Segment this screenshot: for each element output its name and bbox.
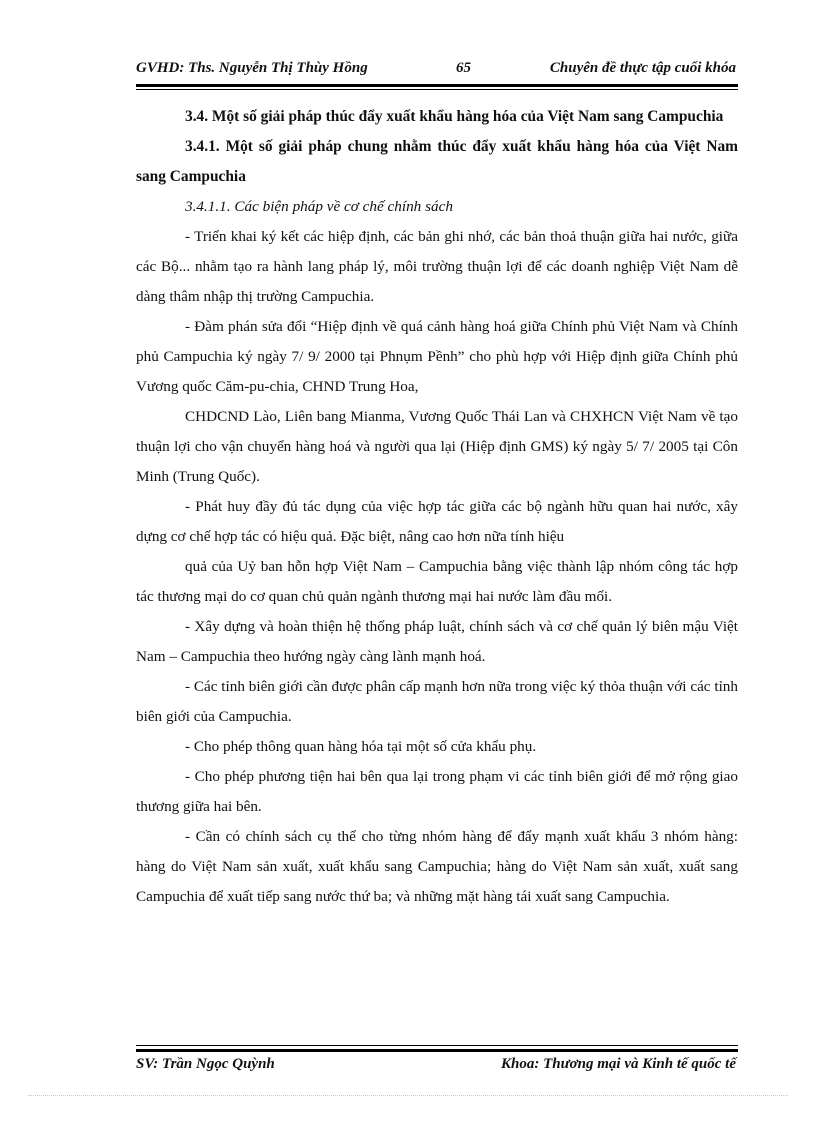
body-paragraph: CHDCND Lào, Liên bang Mianma, Vương Quốc Thái Lan và CHXHCN Việt Nam về tạo thuận lợi cho vận chuyển hàng hoá và người qua lại (Hiệp định GMS) ký ngày 5/ 7/ 2005 tại Côn Minh (Trung Quốc).	[136, 408, 738, 485]
page-body	[136, 102, 738, 912]
body-paragraph: - Cho phép phương tiện hai bên qua lại trong phạm vi các tỉnh biên giới để mở rộng giao thương giữa hai bên.	[136, 768, 738, 815]
footer-faculty: Khoa: Thương mại và Kinh tế quốc tế	[501, 1056, 736, 1072]
subsection-heading: 3.4.1. Một số giải pháp chung nhằm thúc đẩy xuất khẩu hàng hóa của Việt Nam sang Campuchia	[136, 138, 738, 185]
body-paragraph: - Các tỉnh biên giới cần được phân cấp mạnh hơn nữa trong việc ký thỏa thuận với các tỉnh biên giới của Campuchia.	[136, 678, 738, 725]
body-paragraph: - Cho phép thông quan hàng hóa tại một số cửa khẩu phụ.	[185, 738, 537, 755]
page-edge-dotted-line	[28, 1095, 788, 1096]
header-supervisor: GVHD: Ths. Nguyễn Thị Thùy Hồng	[136, 60, 368, 76]
body-paragraph: - Cần có chính sách cụ thể cho từng nhóm hàng để đẩy mạnh xuất khẩu 3 nhóm hàng: hàng do Việt Nam sản xuất, xuất khẩu sang Campuchia; hàng do Việt Nam sản xuất, xuất sang Campuchia để xuất tiếp sang nước thứ ba; và những mặt hàng tái xuất sang Campuchia.	[136, 828, 738, 905]
header-rule-thick	[136, 84, 738, 87]
page-header	[136, 58, 738, 82]
section-heading: 3.4. Một số giải pháp thúc đẩy xuất khẩu hàng hóa của Việt Nam sang Campuchia	[185, 108, 724, 125]
body-paragraph: - Xây dựng và hoàn thiện hệ thống pháp luật, chính sách và cơ chế quản lý biên mậu Việt Nam – Campuchia theo hướng ngày càng lành mạnh hoá.	[136, 618, 738, 665]
header-document-title: Chuyên đề thực tập cuối khóa	[549, 60, 736, 76]
body-paragraph: - Phát huy đầy đủ tác dụng của việc hợp tác giữa các bộ ngành hữu quan hai nước, xây dựng cơ chế hợp tác có hiệu quả. Đặc biệt, nâng cao hơn nữa tính hiệu	[136, 498, 738, 545]
subsubsection-heading: 3.4.1.1. Các biện pháp về cơ chế chính sách	[185, 198, 453, 215]
page-footer	[136, 1056, 738, 1078]
body-paragraph: - Triển khai ký kết các hiệp định, các bản ghi nhớ, các bản thoả thuận giữa hai nước, giữa các Bộ... nhằm tạo ra hành lang pháp lý, môi trường thuận lợi để các doanh nghiệp Việt Nam dễ dàng thâm nhập thị trường Campuchia.	[136, 228, 738, 305]
page-number: 65	[456, 60, 471, 76]
footer-student: SV: Trần Ngọc Quỳnh	[136, 1056, 275, 1072]
body-paragraph: - Đàm phán sửa đổi “Hiệp định về quá cảnh hàng hoá giữa Chính phủ Việt Nam và Chính phủ Campuchia ký ngày 7/ 9/ 2000 tại Phnụm Pềnh” cho phù hợp với Hiệp định giữa Chính phủ Vương quốc Căm-pu-chia, CHND Trung Hoa,	[136, 318, 738, 395]
header-rule-thin	[136, 89, 738, 90]
body-paragraph: quả của Uỷ ban hỗn hợp Việt Nam – Campuchia bằng việc thành lập nhóm công tác hợp tác thương mại do cơ quan chủ quản ngành thương mại hai nước làm đầu mối.	[136, 558, 738, 605]
footer-rule-thick	[136, 1049, 738, 1052]
footer-rule-thin	[136, 1045, 738, 1046]
